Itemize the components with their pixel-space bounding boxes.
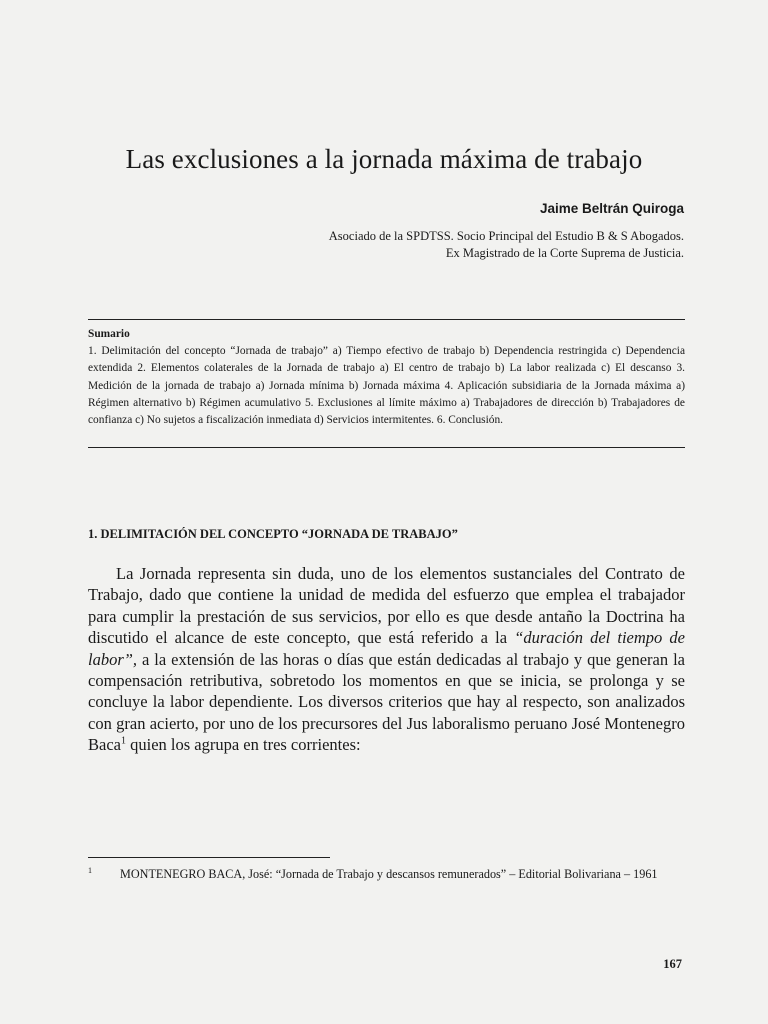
section-heading: 1. DELIMITACIÓN DEL CONCEPTO “JORNADA DE TRABAJO” bbox=[88, 527, 458, 541]
article-title: Las exclusiones a la jornada máxima de trabajo bbox=[125, 144, 643, 175]
page-number: 167 bbox=[663, 957, 682, 971]
footnote-reference[interactable]: 1 bbox=[120, 735, 126, 747]
footnote-text: MONTENEGRO BACA, José: “Jornada de Trabajo y descansos remunerados” – Editorial Bolivariana – 1961 bbox=[120, 867, 658, 881]
footnote-rule bbox=[88, 857, 330, 858]
author-name: Jaime Beltrán Quiroga bbox=[539, 201, 684, 216]
footnote bbox=[88, 866, 685, 883]
summary-label: Sumario bbox=[88, 328, 130, 340]
summary-top-rule bbox=[88, 319, 685, 320]
body-paragraph bbox=[88, 563, 685, 756]
affiliation-line-1: Asociado de la SPDTSS. Socio Principal del Estudio B & S Abogados. bbox=[328, 229, 684, 243]
paragraph-text-3: quien los agrupa en tres corrientes: bbox=[125, 735, 361, 755]
summary-bottom-rule bbox=[88, 447, 685, 448]
paragraph-italic: “duración del tiempo de labor”, bbox=[88, 628, 685, 669]
summary-box bbox=[88, 326, 685, 429]
footnote-mark: 1 bbox=[88, 866, 92, 875]
summary-text: 1. Delimitación del concepto “Jornada de trabajo” a) Tiempo efectivo de trabajo b) Dependencia restringida c) Dependencia extendida 2. Elementos colaterales de la Jornada de trabajo a) El centro de trabajo b) La labor realizada c) El descanso 3. Medición de la jornada de trabajo a) Jornada mínima b) Jornada máxima 4. Aplicación subsidiaria de la Jornada máxima a) Régimen alternativo b) Régimen acumulativo 5. Exclusiones al límite máximo a) Trabajadores de dirección b) Trabajadores de confianza c) No sujetos a fiscalización inmediata d) Servicios intermitentes. 6. Conclusión. bbox=[88, 345, 685, 427]
paragraph-text-2: a la extensión de las horas o días que están dedicadas al trabajo y que generan la compensación retributiva, sobretodo los momentos en que se inicia, se prolonga y se concluye la labor dependiente. Los diversos criterios que hay al respecto, son analizados con gran acierto, por uno de los precursores del Jus laboralismo peruano José Montenegro Baca bbox=[88, 649, 685, 755]
author-affiliation bbox=[329, 228, 684, 262]
paragraph-text-1: La Jornada representa sin duda, uno de los elementos sustanciales del Contrato de Trabajo, dado que contiene la unidad de medida del esfuerzo que emplea el trabajador para cumplir la prestación de sus servicios, por ello es que desde antaño la Doctrina ha discutido el alcance de este concepto, que está referido a la bbox=[88, 564, 685, 648]
affiliation-line-2: Ex Magistrado de la Corte Suprema de Justicia. bbox=[445, 246, 684, 260]
